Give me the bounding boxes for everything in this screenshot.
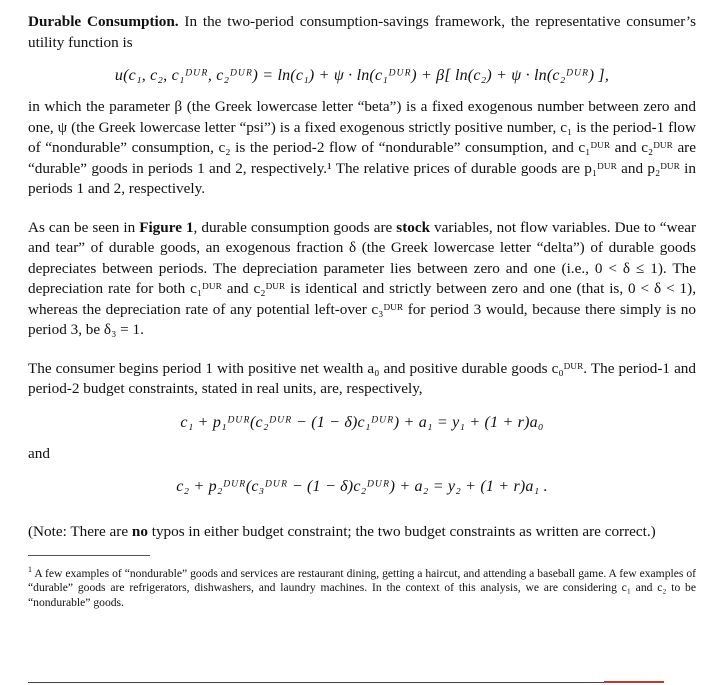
page-bottom-rule [28,682,604,683]
section-heading: Durable Consumption. [28,13,179,30]
parameter-paragraph: in which the parameter β (the Greek lowercase letter “beta”) is a fixed exogenous number between zero and one, ψ (the Greek lowercase letter “psi”) is a fixed exogenous strictly positive number, c₁ is the period-1 flow of “nondurable” consumption, c₂ is the period-2 flow of “nondurable” consumption, and c₁ᴰᵁᴿ and c₂ᴰᵁᴿ are “durable” goods in periods 1 and 2, respectively.¹ The relative prices of durable goods are p₁ᴰᵁᴿ and p₂ᴰᵁᴿ in periods 1 and 2, respectively. [28,98,696,197]
budget-constraint-period-2: c₂ + p₂ᴰᵁᴿ(c₃ᴰᵁᴿ − (1 − δ)c₂ᴰᵁᴿ) + a₂ = y₂ + (1 + r)a₁ . [176,478,548,495]
page-bottom-accent [604,681,664,683]
intro-text: In the two-period consumption-savings framework, the representative consumer’s utility function is [28,13,696,51]
utility-equation: u(c₁, c₂, c₁ᴰᵁᴿ, c₂ᴰᵁᴿ) = ln(c₁) + ψ · ln(c₁ᴰᵁᴿ) + β[ ln(c₂) + ψ · ln(c₂ᴰᵁᴿ) ], [114,67,610,84]
budget-intro-paragraph: The consumer begins period 1 with positive net wealth a₀ and positive durable goods c₀ᴰᵁᴿ. The period-1 and period-2 budget constraints, stated in real units, are, respectively, [28,359,696,397]
depreciation-text-start: As can be seen in [28,218,140,236]
document-page [28,12,696,610]
footnote [28,562,696,611]
depreciation-paragraph [28,218,696,341]
footnote-rule [28,555,150,556]
and-connector: and [28,444,50,462]
note-paragraph [28,522,696,543]
figure-reference: Figure 1 [139,218,194,236]
intro-paragraph [28,12,696,53]
note-text-end: typos in either budget constraint; the two budget constraints as written are correct.) [147,523,656,540]
footnote-text: A few examples of “nondurable” goods and services are restaurant dining, getting a haircut, and attending a baseball game. A few examples of “durable” goods are refrigerators, dishwashers, and laundry machines. In the context of this analysis, we are considering c₁ and c₂ to be “nondurable” goods. [28,566,696,610]
stock-emphasis: stock [396,218,431,236]
no-emphasis: no [131,523,148,540]
note-text-start: (Note: There are [28,523,132,540]
budget-constraint-period-1: c₁ + p₁ᴰᵁᴿ(c₂ᴰᵁᴿ − (1 − δ)c₁ᴰᵁᴿ) + a₁ = y₁ + (1 + r)a₀ [180,413,544,431]
depreciation-text-mid: , durable consumption goods are [193,218,397,236]
depreciation-text-end: variables, not flow variables. Due to “wear and tear” of durable goods, an exogenous fraction δ (the Greek lowercase letter “delta”) of durable goods depreciates between periods. The depreciation parameter lies between zero and one (i.e., 0 < δ ≤ 1). The depreciation rate for both c₁ᴰᵁᴿ and c₂ᴰᵁᴿ is identical and strictly between zero and one (that is, 0 < δ < 1), whereas the depreciation rate of any potential left-over c₃ᴰᵁᴿ for period 3 would, because there simply is no period 3, be δ₃ = 1. [28,218,696,338]
footnote-mark: 1 [28,564,32,574]
